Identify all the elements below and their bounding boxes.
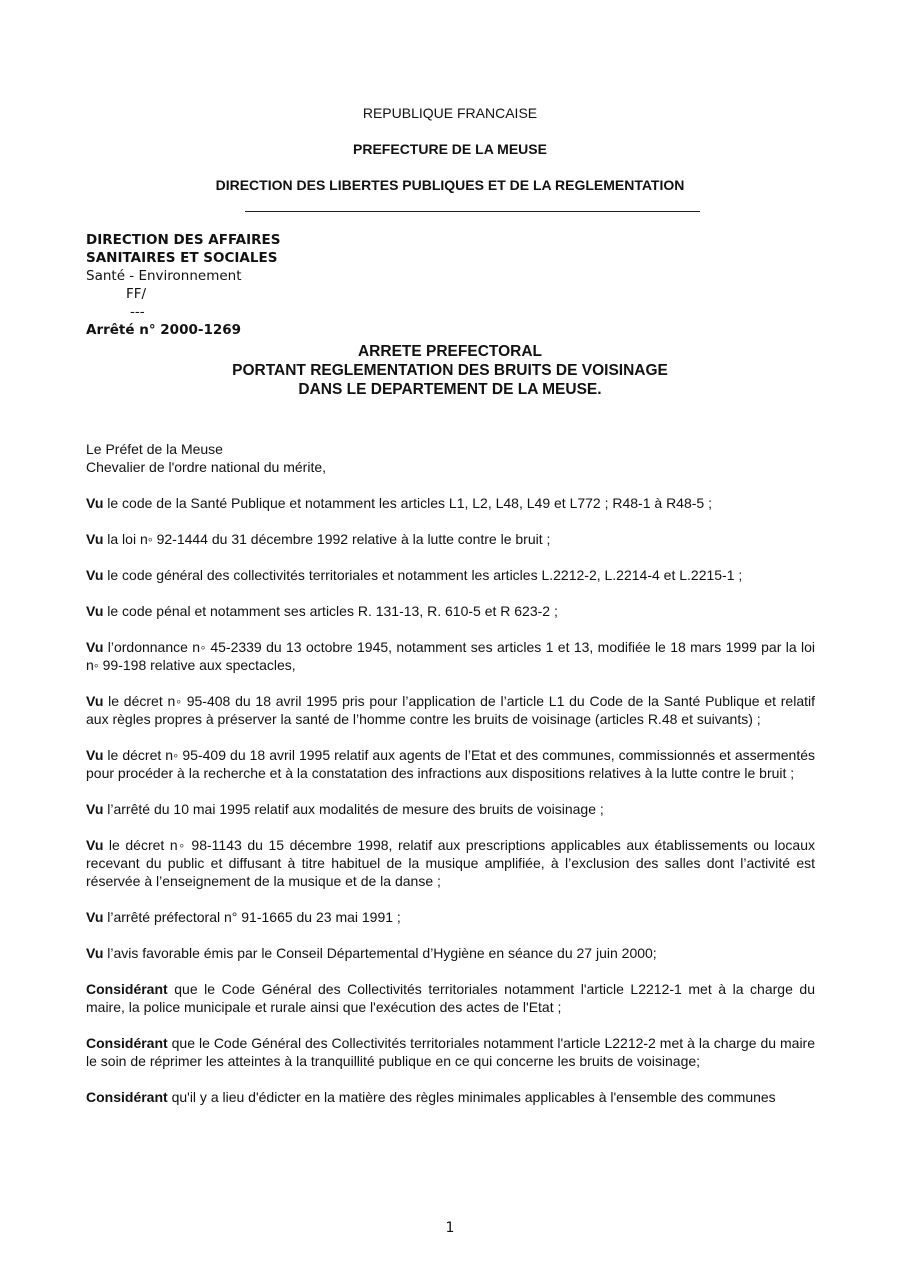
paragraph [86,980,815,1016]
service-line-2: SANITAIRES ET SOCIALES [86,250,278,266]
paragraph [86,908,815,926]
paragraph [86,692,815,728]
paragraph-lead: Vu [86,495,104,511]
paragraph-text: le code général des collectivités territoriales et notamment les articles L.2212-2, L.2214-4 et L.2215-1 ; [103,567,743,583]
paragraph [86,836,815,890]
paragraph-lead: Vu [86,531,104,547]
paragraph-lead: Vu [86,567,104,583]
header-republic: REPUBLIQUE FRANCAISE [362,105,538,121]
paragraph [86,530,815,548]
prefet-line-1: Le Préfet de la Meuse [86,441,223,457]
service-line-5: --- [130,304,145,320]
paragraph-text: l’avis favorable émis par le Conseil Départemental d’Hygiène en séance du 27 juin 2000; [103,945,657,961]
service-line-1: DIRECTION DES AFFAIRES [86,232,281,248]
paragraph-text: le décret n◦ 98-1143 du 15 décembre 1998, relatif aux prescriptions applicables aux établissements ou locaux recevant du public et diffusant à titre habituel de la musique amplifiée, à l’exclusion des salles dont l’activité est réservée à l’enseignement de la musique et de la danse ; [86,837,815,889]
prefet-block [86,440,815,476]
paragraph-lead: Vu [86,801,104,817]
paragraph-lead: Considérant [86,1035,168,1051]
paragraph [86,746,815,782]
paragraph-text: le code pénal et notamment ses articles R. 131-13, R. 610-5 et R 623-2 ; [103,603,558,619]
title-line-3: DANS LE DEPARTEMENT DE LA MEUSE. [298,381,602,398]
paragraph-lead: Vu [86,603,104,619]
paragraph [86,494,815,512]
service-block [86,231,280,339]
paragraph [86,602,815,620]
decree-title [0,342,900,399]
paragraph [86,1088,815,1106]
paragraph-text: l’arrêté préfectoral n° 91-1665 du 23 mai 1991 ; [103,909,401,925]
paragraph-lead: Vu [86,639,104,655]
paragraph-lead: Vu [86,945,104,961]
header-prefecture: PREFECTURE DE LA MEUSE [353,141,547,157]
paragraph [86,1034,815,1070]
paragraph-text: le code de la Santé Publique et notamment les articles L1, L2, L48, L49 et L772 ; R48-1 à R48-5 ; [103,495,712,511]
paragraph-lead: Considérant [86,1089,168,1105]
header-direction: DIRECTION DES LIBERTES PUBLIQUES ET DE LA REGLEMENTATION [215,177,685,193]
paragraph-text: le décret n◦ 95-408 du 18 avril 1995 pris pour l’application de l’article L1 du Code de la Santé Publique et relatif aux règles propres à préserver la santé de l’homme contre les bruits de voisinage (articles R.48 et suivants) ; [86,693,815,727]
paragraph [86,800,815,818]
service-line-4: FF/ [126,286,147,302]
prefet-line-2: Chevalier de l'ordre national du mérite, [86,459,327,475]
paragraph-text: l’arrêté du 10 mai 1995 relatif aux modalités de mesure des bruits de voisinage ; [103,801,604,817]
paragraph-text: l’ordonnance n◦ 45-2339 du 13 octobre 1945, notamment ses articles 1 et 13, modifiée le 18 mars 1999 par la loi n◦ 99-198 relative aux spectacles, [86,639,815,673]
paragraph-lead: Vu [86,837,104,853]
paragraph [86,638,815,674]
decree-body [86,440,815,1106]
page-number: 1 [445,1220,455,1236]
paragraph-lead: Considérant [86,981,168,997]
paragraph-lead: Vu [86,747,104,763]
paragraph [86,566,815,584]
paragraph-text: que le Code Général des Collectivités territoriales notamment l'article L2212-1 met à la charge du maire, la police municipale et rurale ainsi que l'exécution des actes de l'Etat ; [86,981,815,1015]
paragraph-lead: Vu [86,909,104,925]
paragraph-text: qu'il y a lieu d'édicter en la matière des règles minimales applicables à l'ensemble des communes [167,1089,776,1105]
paragraph-lead: Vu [86,693,104,709]
header-divider [245,211,700,212]
title-line-1: ARRETE PREFECTORAL [357,343,542,360]
paragraph [86,944,815,962]
decree-number: Arrêté n° 2000-1269 [86,322,242,338]
paragraph-text: le décret n◦ 95-409 du 18 avril 1995 relatif aux agents de l’Etat et des communes, commissionnés et assermentés pour procéder à la recherche et à la constatation des infractions aux dispositions relatives à la lutte contre le bruit ; [86,747,815,781]
paragraph-text: la loi n◦ 92-1444 du 31 décembre 1992 relative à la lutte contre le bruit ; [103,531,551,547]
paragraph-text: que le Code Général des Collectivités territoriales notamment l'article L2212-2 met à la charge du maire le soin de réprimer les atteintes à la tranquillité publique en ce qui concerne les bruits de voisinage; [86,1035,815,1069]
service-line-3: Santé - Environnement [86,268,242,284]
title-line-2: PORTANT REGLEMENTATION DES BRUITS DE VOISINAGE [232,362,668,379]
